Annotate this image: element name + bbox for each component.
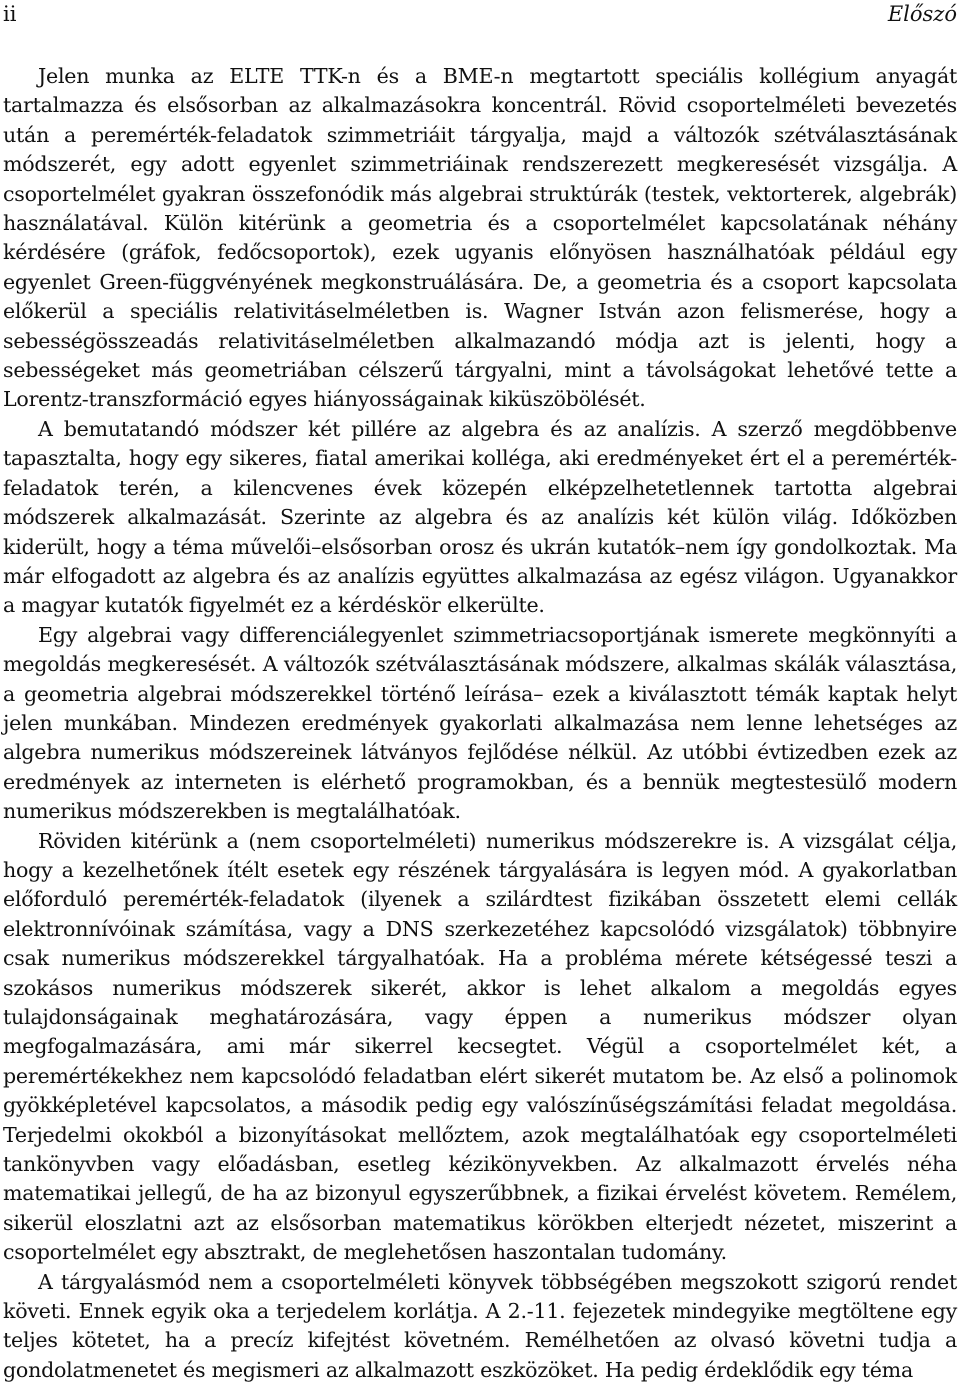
page-number: ii: [3, 2, 17, 26]
chapter-title: Előszó: [887, 2, 957, 26]
paragraph: A bemutatandó módszer két pillére az algebra és az analízis. A szerző megdöbbenve tapasztalta, hogy egy sikeres, fiatal amerikai kolléga, aki eredményeket ért el a peremérték-feladatok terén, a kilencvenes évek közepén elképzelhetetlennek tartotta algebrai módszerek alkalmazását. Szerinte az algebra és az analízis két külön világ. Időközben kiderült, hogy a téma művelői–elsősorban orosz és ukrán kutatók–nem így gondolkoztak. Ma már elfogadott az algebra és az analízis együttes alkalmazása az egész világon. Ugyanakkor a magyar kutatók figyelmét ez a kérdéskör elkerülte.: [3, 416, 957, 618]
running-head: [3, 0, 957, 30]
body-text: [3, 62, 957, 1385]
paragraph: A tárgyalásmód nem a csoportelméleti könyvek többségében megszokott szigorú rendet követi. Ennek egyik oka a terjedelem korlátja. A 2.-11. fejezetek mindegyike megtöltene egy teljes kötetet, ha a precíz kifejtést követném. Remélhetően az olvasó követni tudja a gondolatmenetet és megismeri az alkalmazott eszközöket. Ha pedig érdeklődik egy téma: [3, 1269, 957, 1382]
paragraph: Egy algebrai vagy differenciálegyenlet szimmetriacsoportjának ismerete megkönnyíti a megoldás megkeresését. A változók szétválasztásának módszere, alkalmas skálák választása, a geometria algebrai módszerekkel történő leírása– ezek a kiválasztott témák kaptak helyt jelen munkában. Mindezen eredmények gyakorlati alkalmazása nem lenne lehetséges az algebra numerikus módszereinek látványos fejlődése nélkül. Az utóbbi évtizedben ezek az eredmények az interneten is elérhető programokban, és a bennük megtestesülő modern numerikus módszerekben is megtalálhatóak.: [3, 622, 957, 824]
paragraph: Jelen munka az ELTE TTK-n és a BME-n megtartott speciális kollégium anyagát tartalmazza és elsősorban az alkalmazásokra koncentrál. Rövid csoportelméleti bevezetés után a peremérték-feladatok szimmetriáit tárgyalja, majd a változók szétválasztásának módszerét, egy adott egyenlet szimmetriáinak rendszerezett megkeresését vizsgálja. A csoportelmélet gyakran összefonódik más algebrai struktúrák (testek, vektorterek, algebrák) használatával. Külön kitérünk a geometria és a csoportelmélet kapcsolatának néhány kérdésére (gráfok, fedőcsoportok), ezek ugyanis előnyösen használhatóak például egy egyenlet Green-függvényének megkonstruálására. De, a geometria és a csoport kapcsolata előkerül a speciális relativitáselméletben is. Wagner István azon felismerése, hogy a sebességösszeadás relativitáselméletben alkalmazandó módja azt is jelenti, hogy a sebességeket más geometriában célszerű tárgyalni, mint a távolságokat lehetővé tette a Lorentz-transzformáció egyes hiányosságainak kiküszöbölését.: [3, 64, 957, 412]
paragraph: Röviden kitérünk a (nem csoportelméleti) numerikus módszerekre is. A vizsgálat célja, hogy a kezelhetőnek ítélt esetek egy részének tárgyalására is legyen mód. A gyakorlatban előforduló peremérték-feladatok (ilyenek a szilárdtest fizikában összetett elemi cellák elektronnívóinak számítása, vagy a DNS szerkezetéhez kapcsolódó vizsgálatok) többnyire csak numerikus módszerekkel tárgyalhatóak. Ha a probléma mérete kétségessé teszi a szokásos numerikus módszerek sikerét, akkor is lehet alkalom a megoldás egyes tulajdonságainak meghatározására, vagy éppen a numerikus módszer olyan megfogalmazására, ami már sikerrel kecsegtet. Végül a csoportelmélet két, a peremértékekhez nem kapcsolódó feladatban elért sikerét mutatom be. Az első a polinomok gyökképletével kapcsolatos, a második pedig egy valószínűségszámítási feladat megoldása. Terjedelmi okokból a bizonyításokat mellőztem, azok megtalálhatóak egy csoportelméleti tankönyvben vagy előadásban, esetleg kézikönyvekben. Az alkalmazott érvelés néha matematikai jellegű, de ha az bizonyul egyszerűbbnek, a fizikai érvelést követem. Remélem, sikerül eloszlatni azt az elsősorban matematikus körökben elterjedt nézetet, miszerint a csoportelmélet egy absztrakt, de meglehetősen haszontalan tudomány.: [3, 828, 957, 1265]
